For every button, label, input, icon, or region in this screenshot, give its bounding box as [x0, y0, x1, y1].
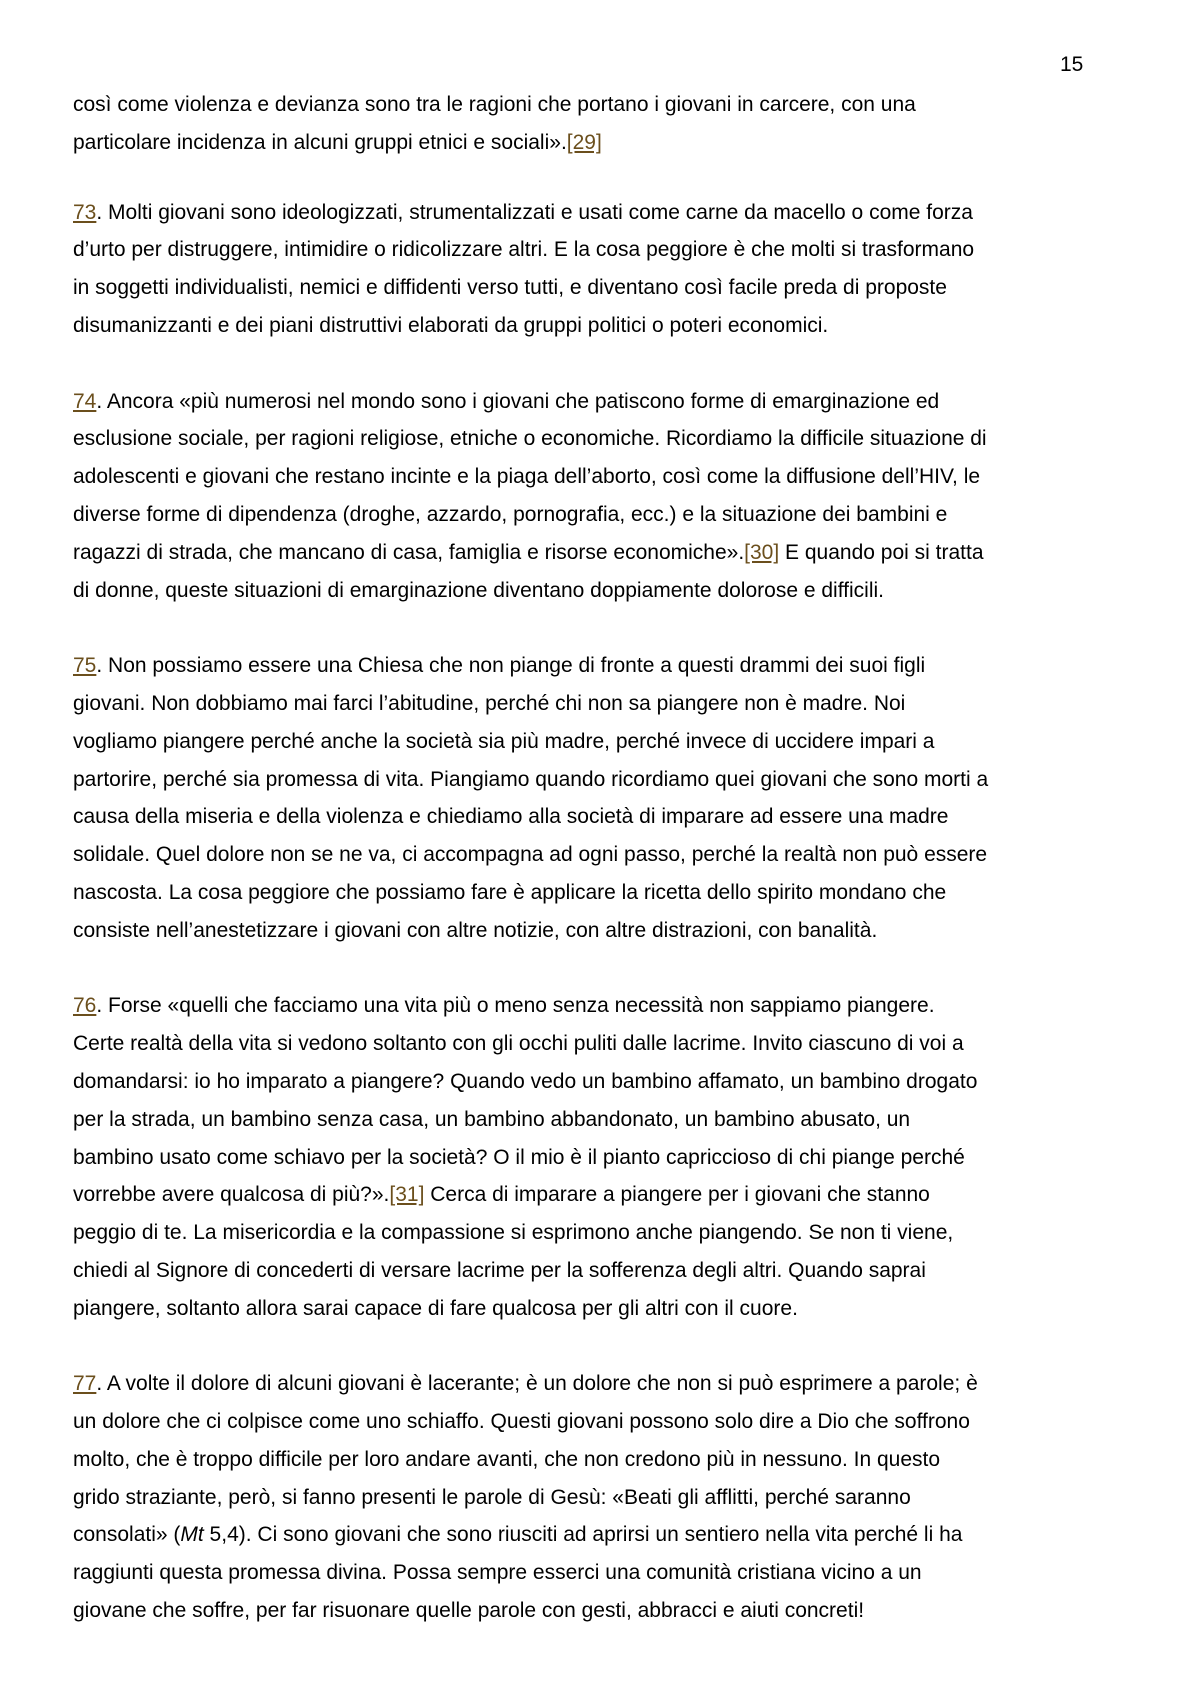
paragraph-76 [73, 987, 1133, 1327]
paragraph-number-link[interactable]: 77 [73, 1372, 97, 1396]
paragraph-text: così come violenza e devianza sono tra le ragioni che portano i giovani in carcere, con una particolare incidenza in alcuni gruppi etnici e sociali». [73, 93, 916, 154]
paragraph-number-link[interactable]: 73 [73, 200, 97, 224]
paragraph-text: E quando poi si tratta di donne, queste situazioni di emarginazione diventano doppiamente dolorose e difficili. [73, 540, 984, 602]
paragraph-number-link[interactable]: 75 [73, 654, 97, 678]
paragraph-74 [73, 383, 1133, 610]
italic-text: Mt [180, 1523, 204, 1547]
paragraph-text: . Ancora «più numerosi nel mondo sono i giovani che patiscono forme di emarginazione ed esclusione sociale, per ragioni religiose, etniche o economiche. Ricordiamo la difficile situazione di adolescenti e giovani che restano incinte e la piaga dell’aborto, così come la diffusione dell’HIV, le diverse forme di dipendenza (droghe, azzardo, pornografia, ecc.) e la situazione dei bambini e ragazzi di strada, che mancano di casa, famiglia e risorse economiche». [73, 389, 987, 564]
paragraph-number-link[interactable]: 76 [73, 994, 97, 1018]
paragraph-number-link[interactable]: 74 [73, 389, 97, 413]
footnote-link-31[interactable]: [31] [389, 1183, 425, 1207]
footnote-link-29[interactable]: [29] [566, 130, 602, 154]
page-number: 15 [1060, 53, 1084, 76]
paragraph-75 [73, 647, 1133, 949]
paragraph-text: . A volte il dolore di alcuni giovani è lacerante; è un dolore che non si può esprimere a parole; è un dolore che ci colpisce come uno schiaffo. Questi giovani possono solo dire a Dio che soffrono molto, che è troppo difficile per loro andare avanti, che non credono più in nessuno. In questo grido straziante, però, si fanno presenti le parole di Gesù: «Beati gli afflitti, perché saranno consolati» ( [73, 1372, 978, 1547]
document-body [73, 86, 1133, 1630]
paragraph-continuation [73, 86, 1133, 162]
paragraph-73 [73, 194, 1133, 345]
paragraph-text: . Non possiamo essere una Chiesa che non piange di fronte a questi drammi dei suoi figli giovani. Non dobbiamo mai farci l’abitudine, perché chi non sa piangere non è madre. Noi vogliamo piangere perché anche la società sia più madre, perché invece di uccidere impari a partorire, perché sia promessa di vita. Piangiamo quando ricordiamo quei giovani che sono morti a causa della miseria e della violenza e chiediamo alla società di imparare ad essere una madre solidale. Quel dolore non se ne va, ci accompagna ad ogni passo, perché la realtà non può essere nascosta. La cosa peggiore che possiamo fare è applicare la ricetta dello spirito mondano che consiste nell’anestetizzare i giovani con altre notizie, con altre distrazioni, con banalità. [73, 654, 989, 942]
paragraph-77 [73, 1365, 1133, 1630]
paragraph-text: . Forse «quelli che facciamo una vita più o meno senza necessità non sappiamo piangere. Certe realtà della vita si vedono soltanto con gli occhi puliti dalle lacrime. Invito ciascuno di voi a domandarsi: io ho imparato a piangere? Quando vedo un bambino affamato, un bambino drogato per la strada, un bambino senza casa, un bambino abbandonato, un bambino abusato, un bambino usato come schiavo per la società? O il mio è il pianto capriccioso di chi piange perché vorrebbe avere qualcosa di più?». [73, 994, 978, 1207]
paragraph-text: 5,4). Ci sono giovani che sono riusciti ad aprirsi un sentiero nella vita perché li ha raggiunti questa promessa divina. Possa sempre esserci una comunità cristiana vicino a un giovane che soffre, per far risuonare quelle parole con gesti, abbracci e aiuti concreti! [73, 1523, 963, 1623]
footnote-link-30[interactable]: [30] [744, 540, 780, 564]
paragraph-text: . Molti giovani sono ideologizzati, strumentalizzati e usati come carne da macello o come forza d’urto per distruggere, intimidire o ridicolizzare altri. E la cosa peggiore è che molti si trasformano in soggetti individualisti, nemici e diffidenti verso tutti, e diventano così facile preda di proposte disumanizzanti e dei piani distruttivi elaborati da gruppi politici o poteri economici. [73, 200, 975, 337]
paragraph-text: Cerca di imparare a piangere per i giovani che stanno peggio di te. La misericordia e la compassione si esprimono anche piangendo. Se non ti viene, chiedi al Signore di concederti di versare lacrime per la sofferenza degli altri. Quando saprai piangere, soltanto allora sarai capace di fare qualcosa per gli altri con il cuore. [73, 1183, 954, 1320]
